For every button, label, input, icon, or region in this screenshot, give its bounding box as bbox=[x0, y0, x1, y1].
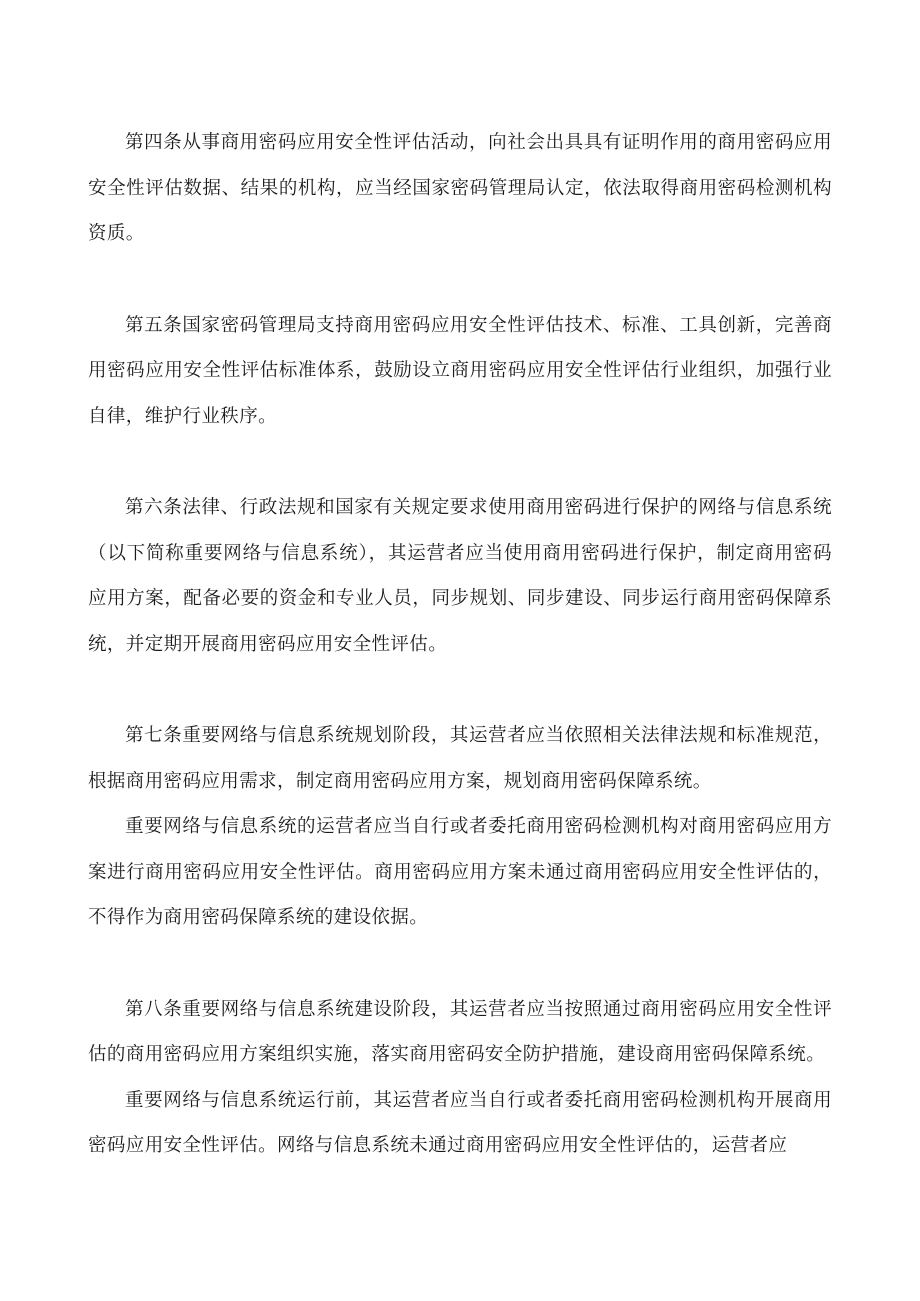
paragraph-spacer bbox=[88, 439, 832, 485]
article-7-clause-2: 重要网络与信息系统的运营者应当自行或者委托商用密码检测机构对商用密码应用方案进行商用密码应用安全性评估。商用密码应用方案未通过商用密码应用安全性评估的，不得作为商用密码保障系统的建设依据。 bbox=[88, 816, 832, 928]
paragraph-spacer bbox=[88, 667, 832, 713]
article-8-clause-2: 重要网络与信息系统运行前，其运营者应当自行或者委托商用密码检测机构开展商用密码应用安全性评估。网络与信息系统未通过商用密码应用安全性评估的，运营者应 bbox=[88, 1089, 832, 1156]
paragraph-spacer bbox=[88, 941, 832, 987]
article-8-paragraph: 第八条重要网络与信息系统建设阶段，其运营者应当按照通过商用密码应用安全性评估的商用密码应用方案组织实施，落实商用密码安全防护措施，建设商用密码保障系统。 bbox=[88, 998, 832, 1065]
article-6-paragraph: 第六条法律、行政法规和国家有关规定要求使用商用密码进行保护的网络与信息系统（以下简称重要网络与信息系统），其运营者应当使用商用密码进行保护，制定商用密码应用方案，配备必要的资金和专业人员，同步规划、同步建设、同步运行商用密码保障系统，并定期开展商用密码应用安全性评估。 bbox=[88, 497, 832, 655]
document-body bbox=[88, 120, 832, 1169]
article-5-paragraph: 第五条国家密码管理局支持商用密码应用安全性评估技术、标准、工具创新，完善商用密码应用安全性评估标准体系，鼓励设立商用密码应用安全性评估行业组织，加强行业自律，维护行业秩序。 bbox=[88, 314, 832, 427]
paragraph-spacer bbox=[88, 257, 832, 303]
article-7-paragraph: 第七条重要网络与信息系统规划阶段，其运营者应当依照相关法律法规和标准规范，根据商用密码应用需求，制定商用密码应用方案，规划商用密码保障系统。 bbox=[88, 725, 832, 792]
article-4-paragraph: 第四条从事商用密码应用安全性评估活动，向社会出具具有证明作用的商用密码应用安全性评估数据、结果的机构，应当经国家密码管理局认定，依法取得商用密码检测机构资质。 bbox=[88, 132, 832, 244]
